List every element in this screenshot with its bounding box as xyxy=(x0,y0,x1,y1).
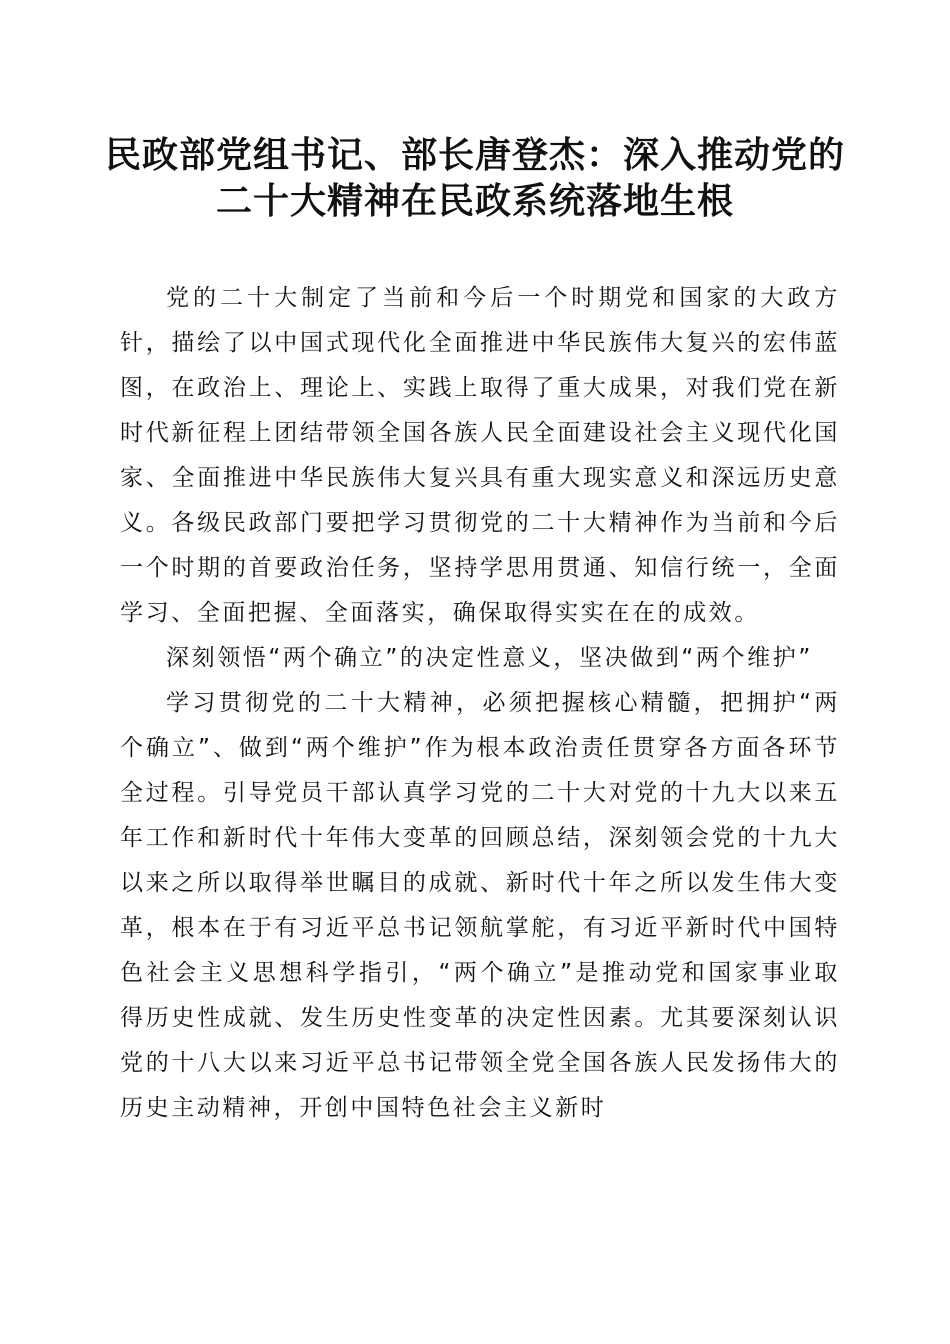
document-body xyxy=(120,276,840,1131)
section-heading: 深刻领悟“两个确立”的决定性意义，坚决做到“两个维护” xyxy=(166,645,813,671)
title-line-2: 二十大精神在民政系统落地生根 xyxy=(215,180,734,222)
paragraph-intro: 党的二十大制定了当前和今后一个时期党和国家的大政方针，描绘了以中国式现代化全面推进中华民族伟大复兴的宏伟蓝图，在政治上、理论上、实践上取得了重大成果，对我们党在新时代新征程上团结带领全国各族人民全面建设社会主义现代化国家、全面推进中华民族伟大复兴具有重大现实意义和深远历史意义。各级民政部门要把学习贯彻党的二十大精神作为当前和今后一个时期的首要政治任务，坚持学思用贯通、知信行统一，全面学习、全面把握、全面落实，确保取得实实在在的成效。 xyxy=(120,285,840,626)
document-title xyxy=(100,132,850,224)
title-line-1: 民政部党组书记、部长唐登杰：深入推动党的 xyxy=(104,134,845,176)
paragraph-section-1: 学习贯彻党的二十大精神，必须把握核心精髓，把拥护“两个确立”、做到“两个维护”作为根本政治责任贯穿各方面各环节全过程。引导党员干部认真学习党的二十大对党的十九大以来五年工作和新时代十年伟大变革的回顾总结，深刻领会党的十九大以来之所以取得举世瞩目的成就、新时代十年之所以发生伟大变革，根本在于有习近平总书记领航掌舵，有习近平新时代中国特色社会主义思想科学指引，“两个确立”是推动党和国家事业取得历史性成就、发生历史性变革的决定性因素。尤其要深刻认识党的十八大以来习近平总书记带领全党全国各族人民发扬伟大的历史主动精神，开创中国特色社会主义新时 xyxy=(120,690,840,1121)
